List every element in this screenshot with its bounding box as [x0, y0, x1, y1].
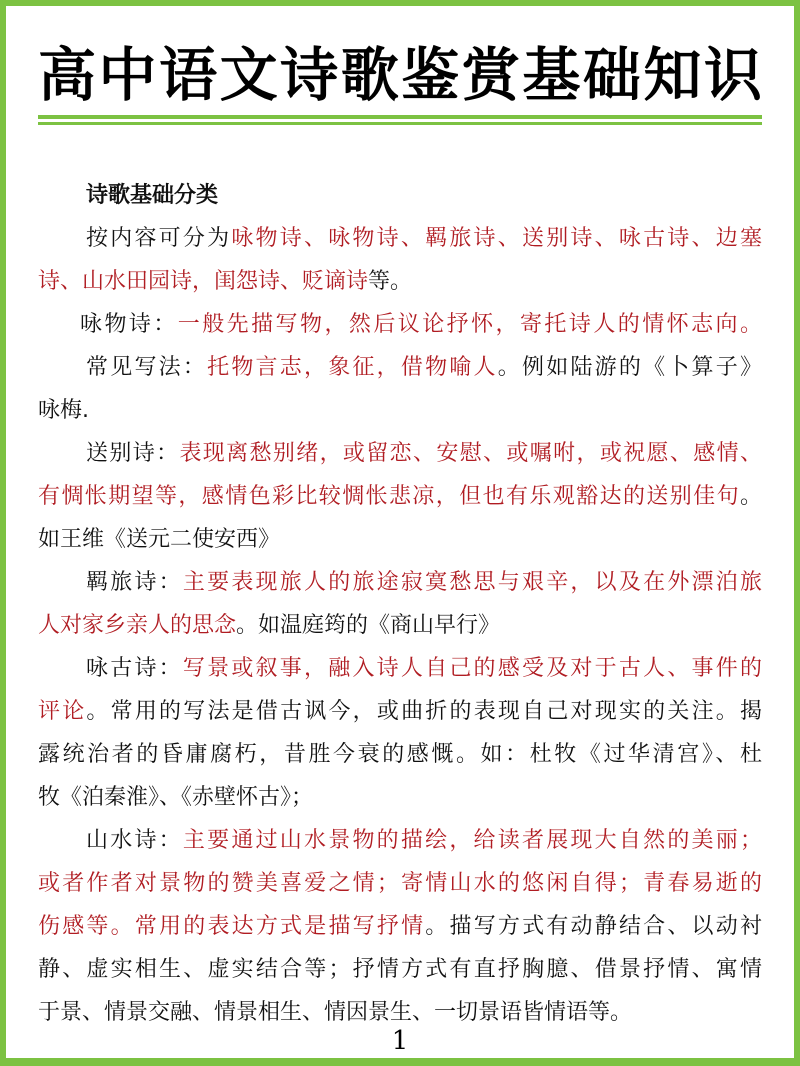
document-body — [38, 174, 762, 1034]
highlighted-text: 写景或叙事，融入诗人自己的感受及对于古人、事件的 — [182, 656, 762, 681]
text-segment: 送别诗： — [86, 441, 180, 466]
text-line — [38, 948, 762, 991]
text-line — [38, 432, 762, 475]
highlighted-text: 主要表现旅人的旅途寂寞愁思与艰辛，以及在外漂泊旅 — [182, 570, 762, 595]
highlighted-text: 咏物诗、咏物诗、羁旅诗、送别诗、咏古诗、边塞 — [231, 226, 762, 251]
text-segment: 咏古诗： — [86, 656, 183, 681]
text-segment: 羁旅诗： — [86, 570, 183, 595]
text-segment: 。描写方式有动静结合、以动衬 — [425, 914, 762, 939]
text-line — [38, 260, 762, 303]
text-line — [38, 217, 762, 260]
text-segment: 咏梅. — [38, 398, 89, 423]
text-line — [38, 346, 762, 389]
document-page — [6, 6, 794, 1058]
highlighted-text: 伤感等。常用的表达方式是描写抒情 — [38, 914, 426, 939]
text-segment: 咏物诗： — [80, 312, 178, 337]
text-line — [38, 862, 762, 905]
highlighted-text: 评论 — [38, 699, 87, 724]
highlighted-text: 托物言志，象征，借物喻人 — [207, 355, 498, 380]
text-segment: 山水诗： — [86, 828, 183, 853]
highlighted-text: 有惆怅期望等，感情色彩比较惆怅悲凉，但也有乐观豁达的送别佳句 — [38, 484, 740, 509]
text-segment: 。常用的写法是借古讽今，或曲折的表现自己对现实的关注。揭 — [86, 699, 762, 724]
text-segment: 。 — [739, 484, 762, 509]
text-line — [38, 690, 762, 733]
title-divider-bottom — [38, 122, 762, 125]
text-line — [38, 561, 762, 604]
text-segment: 常见写法： — [86, 355, 208, 380]
highlighted-text: 或者作者对景物的赞美喜爱之情；寄情山水的悠闲自得；青春易逝的 — [38, 871, 762, 896]
text-segment: 静、虚实相生、虚实结合等；抒情方式有直抒胸臆、借景抒情、寓情 — [38, 957, 762, 982]
text-line — [38, 905, 762, 948]
section-heading — [38, 174, 762, 217]
text-line — [38, 475, 762, 518]
title-divider-top — [38, 115, 762, 119]
text-line — [38, 389, 762, 432]
page-title: 高中语文诗歌鉴赏基础知识 — [38, 41, 762, 109]
text-line — [38, 733, 762, 776]
highlighted-text: 人对家乡亲人的思念 — [38, 613, 237, 638]
text-line — [38, 518, 762, 561]
text-segment: 按内容可分为 — [86, 226, 232, 251]
highlighted-text: 一般先描写物，然后议论抒怀，寄托诗人的情怀志向。 — [177, 312, 762, 337]
text-segment: 。例如陆游的《卜算子》 — [497, 355, 762, 380]
highlighted-text: 表现离愁别绪，或留恋、安慰、或嘱咐，或祝愿、感情、 — [179, 441, 762, 466]
text-segment: 牧《泊秦淮》、《赤壁怀古》； — [38, 785, 314, 810]
text-segment: 于景、情景交融、情景相生、情因景生、一切景语皆情语等。 — [38, 1000, 633, 1025]
text-line — [38, 819, 762, 862]
highlighted-text: 诗、山水田园诗，闺怨诗、贬谪诗 — [38, 269, 369, 294]
text-line — [38, 303, 762, 346]
page-number: 1 — [391, 1026, 409, 1056]
text-segment: 如王维《送元二使安西》 — [38, 527, 281, 552]
text-segment: 露统治者的昏庸腐朽，昔胜今衰的感慨。如：杜牧《过华清宫》、杜 — [38, 742, 762, 767]
text-segment: 等。 — [368, 269, 413, 294]
text-line — [38, 604, 762, 647]
highlighted-text: 主要通过山水景物的描绘，给读者展现大自然的美丽； — [182, 828, 762, 853]
text-line — [38, 647, 762, 690]
text-line — [38, 776, 762, 819]
text-segment: 诗歌基础分类 — [86, 183, 219, 208]
text-segment: 。如温庭筠的《商山早行》 — [236, 613, 501, 638]
